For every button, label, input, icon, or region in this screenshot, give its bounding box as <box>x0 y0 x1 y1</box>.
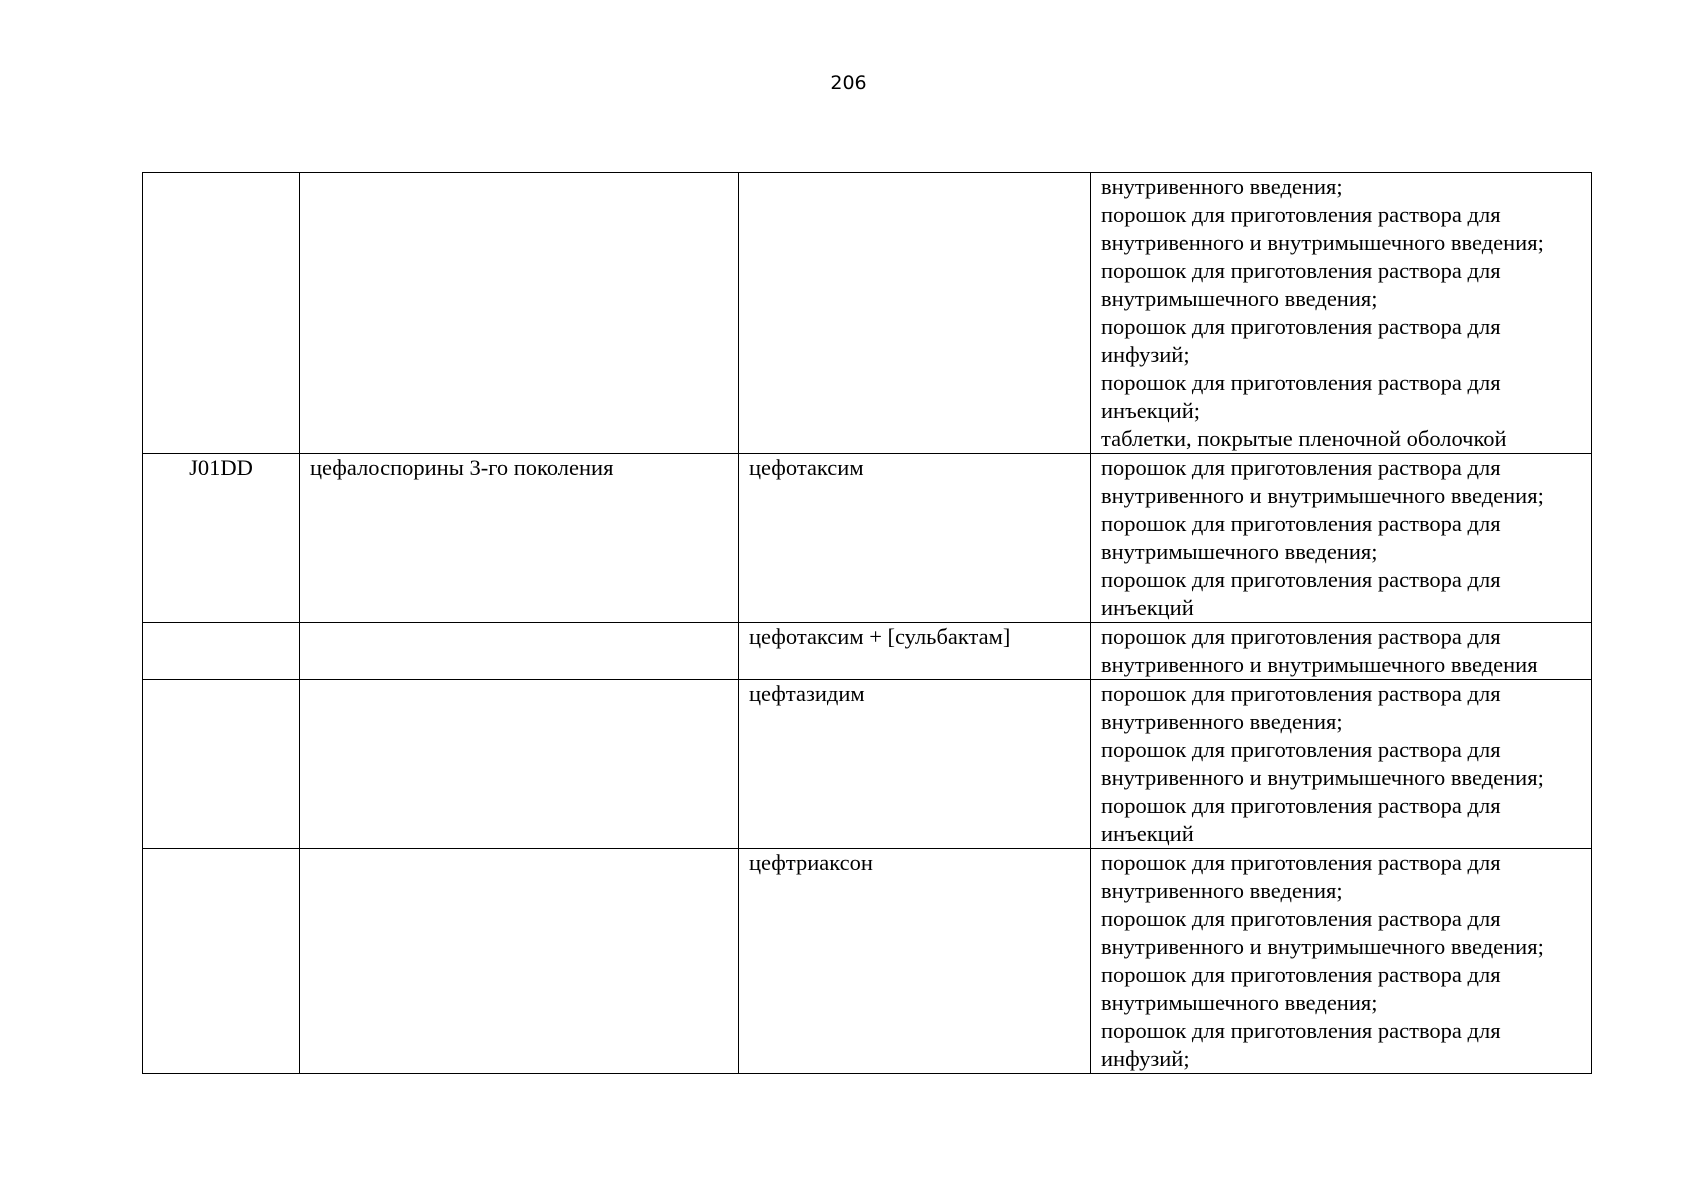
dosage-form-line: внутримышечного введения; <box>1101 990 1378 1015</box>
drug-name-cell: цефтазидим <box>739 680 1091 849</box>
page-number: 206 <box>830 72 867 94</box>
dosage-form-line: порошок для приготовления раствора для <box>1101 793 1501 818</box>
dosage-form-line: порошок для приготовления раствора для <box>1101 314 1501 339</box>
dosage-form-line: порошок для приготовления раствора для <box>1101 370 1501 395</box>
drug-name-cell: цефотаксим + [сульбактам] <box>739 623 1091 680</box>
dosage-form-line: порошок для приготовления раствора для <box>1101 455 1501 480</box>
dosage-forms-cell <box>1091 173 1592 454</box>
dosage-form-line: внутривенного и внутримышечного введения <box>1101 652 1538 677</box>
dosage-form-line: внутримышечного введения; <box>1101 286 1378 311</box>
atc-code-cell <box>143 680 300 849</box>
drug-name-cell: цефтриаксон <box>739 849 1091 1074</box>
dosage-form-line: порошок для приготовления раствора для <box>1101 681 1501 706</box>
dosage-form-line: порошок для приготовления раствора для <box>1101 624 1501 649</box>
dosage-form-line: внутривенного введения; <box>1101 709 1343 734</box>
table-row <box>143 173 1592 454</box>
dosage-form-line: внутривенного введения; <box>1101 878 1343 903</box>
dosage-form-line: порошок для приготовления раствора для <box>1101 258 1501 283</box>
pharmacological-group-cell <box>300 680 739 849</box>
dosage-form-line: порошок для приготовления раствора для <box>1101 906 1501 931</box>
pharmacological-group-cell <box>300 173 739 454</box>
dosage-form-line: порошок для приготовления раствора для <box>1101 850 1501 875</box>
pharmacological-group-cell <box>300 849 739 1074</box>
dosage-form-line: инъекций; <box>1101 398 1201 423</box>
dosage-form-line: инъекций <box>1101 595 1194 620</box>
dosage-form-line: внутривенного введения; <box>1101 174 1343 199</box>
drug-name-cell: цефотаксим <box>739 454 1091 623</box>
dosage-form-line: внутривенного и внутримышечного введения; <box>1101 934 1544 959</box>
dosage-form-line: внутривенного и внутримышечного введения; <box>1101 765 1544 790</box>
dosage-forms-cell <box>1091 680 1592 849</box>
pharmacological-group-cell <box>300 623 739 680</box>
drug-table <box>142 172 1592 1074</box>
table-body <box>143 173 1592 1074</box>
atc-code-cell <box>143 849 300 1074</box>
table-row <box>143 849 1592 1074</box>
dosage-form-line: порошок для приготовления раствора для <box>1101 202 1501 227</box>
atc-code-cell <box>143 623 300 680</box>
dosage-form-line: внутривенного и внутримышечного введения; <box>1101 230 1544 255</box>
dosage-form-line: инфузий; <box>1101 342 1190 367</box>
dosage-form-line: инфузий; <box>1101 1046 1190 1071</box>
dosage-form-line: внутривенного и внутримышечного введения; <box>1101 483 1544 508</box>
dosage-forms-cell <box>1091 849 1592 1074</box>
dosage-form-line: инъекций <box>1101 821 1194 846</box>
pharmacological-group-cell: цефалоспорины 3-го поколения <box>300 454 739 623</box>
dosage-form-line: порошок для приготовления раствора для <box>1101 737 1501 762</box>
drug-name-cell <box>739 173 1091 454</box>
dosage-form-line: внутримышечного введения; <box>1101 539 1378 564</box>
atc-code-cell: J01DD <box>143 454 300 623</box>
dosage-form-line: таблетки, покрытые пленочной оболочкой <box>1101 426 1507 451</box>
dosage-form-line: порошок для приготовления раствора для <box>1101 511 1501 536</box>
table-row <box>143 680 1592 849</box>
dosage-form-line: порошок для приготовления раствора для <box>1101 567 1501 592</box>
dosage-form-line: порошок для приготовления раствора для <box>1101 1018 1501 1043</box>
dosage-forms-cell <box>1091 454 1592 623</box>
table-row <box>143 623 1592 680</box>
table-row <box>143 454 1592 623</box>
dosage-forms-cell <box>1091 623 1592 680</box>
atc-code-cell <box>143 173 300 454</box>
dosage-form-line: порошок для приготовления раствора для <box>1101 962 1501 987</box>
